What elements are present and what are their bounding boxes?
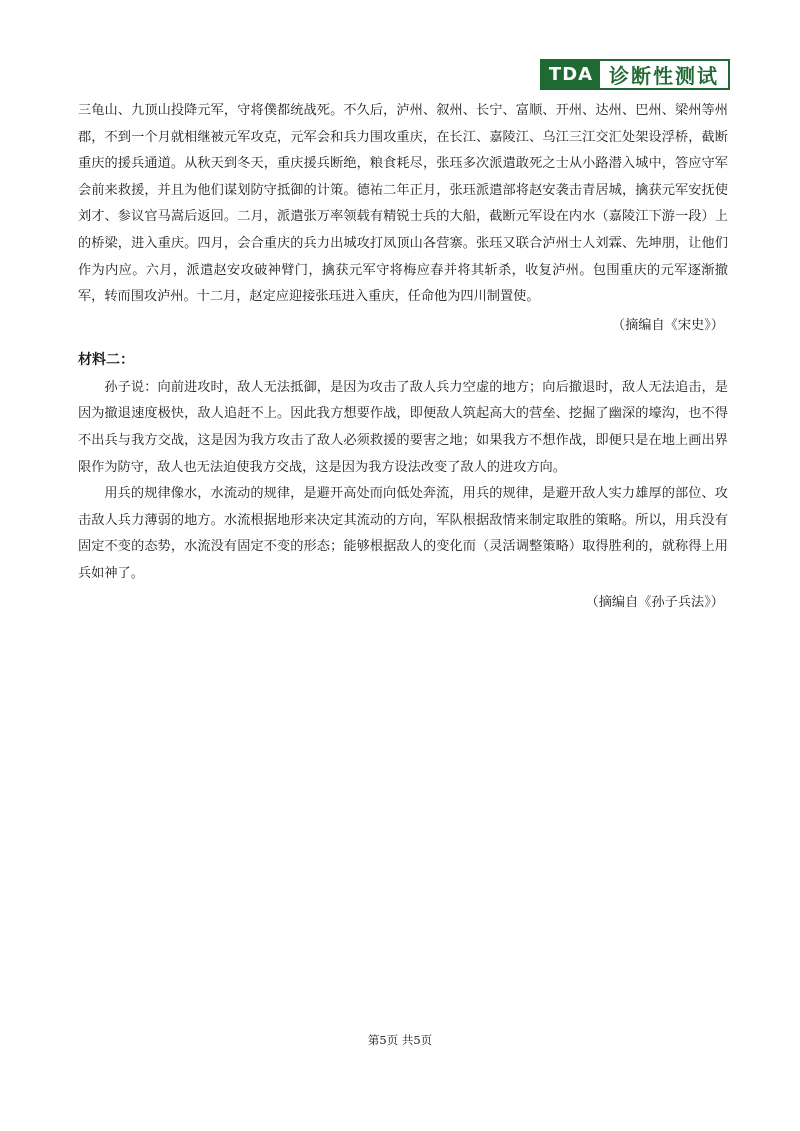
tda-logo [540, 59, 730, 90]
material1-source: （摘编自《宋史》） [611, 317, 724, 333]
material2-paragraph-1: 孙子说：向前进攻时，敌人无法抵御，是因为攻击了敌人兵力空虚的地方；向后撤退时，敌人无法追击，是因为撤退速度极快，敌人追赶不上。因此我方想要作战，即便敌人筑起高大的营垒、挖掘了幽深的壕沟，也不得不出兵与我方交战，这是因为我方攻击了敌人必须救援的要害之地；如果我方不想作战，即便只是在地上画出界限作为防守，敌人也无法迫使我方交战，这是因为我方设法改变了敌人的进攻方向。 [78, 379, 728, 475]
material2-heading: 材料二： [78, 351, 134, 368]
logo-mark: TDA [542, 61, 600, 88]
material1-paragraph: 三龟山、九顶山投降元军，守将僕都统战死。不久后，泸州、叙州、长宁、富顺、开州、达州、巴州、梁州等州郡，不到一个月就相继被元军攻克，元军会和兵力围攻重庆，在长江、嘉陵江、乌江三江交汇处架设浮桥，截断重庆的援兵通道。从秋天到冬天，重庆援兵断绝，粮食耗尽，张珏多次派遣敢死之士从小路潜入城中，答应守军会前来救援，并且为他们谋划防守抵御的计策。德祐二年正月，张珏派遣部将赵安袭击青居城，擒获元军安抚使刘才、参议官马嵩后返回。二月，派遣张万率领载有精锐士兵的大船，截断元军设在内水（嘉陵江下游一段）上的桥梁，进入重庆。四月，会合重庆的兵力出城攻打凤顶山各营寨。张珏又联合泸州士人刘霖、先坤朋，让他们作为内应。六月，派遣赵安攻破神臂门，擒获元军守将梅应春并将其斩杀，收复泸州。包围重庆的元军逐渐撤军，转而围攻泸州。十二月，赵定应迎接张珏进入重庆，任命他为四川制置使。 [78, 103, 728, 305]
document-body [78, 98, 728, 618]
material2-paragraph-2: 用兵的规律像水，水流动的规律，是避开高处而向低处奔流，用兵的规律，是避开敌人实力雄厚的部位、攻击敌人兵力薄弱的地方。水流根据地形来决定其流动的方向，军队根据敌情来制定取胜的策略。所以，用兵没有固定不变的态势，水流没有固定不变的形态；能够根据敌人的变化而（灵活调整策略）取得胜利的，就称得上用兵如神了。 [78, 486, 728, 581]
logo-text: 诊断性测试 [609, 64, 719, 88]
page-number: 第5页 共5页 [367, 1033, 433, 1047]
material2-source: （摘编自《孙子兵法》） [585, 594, 724, 610]
